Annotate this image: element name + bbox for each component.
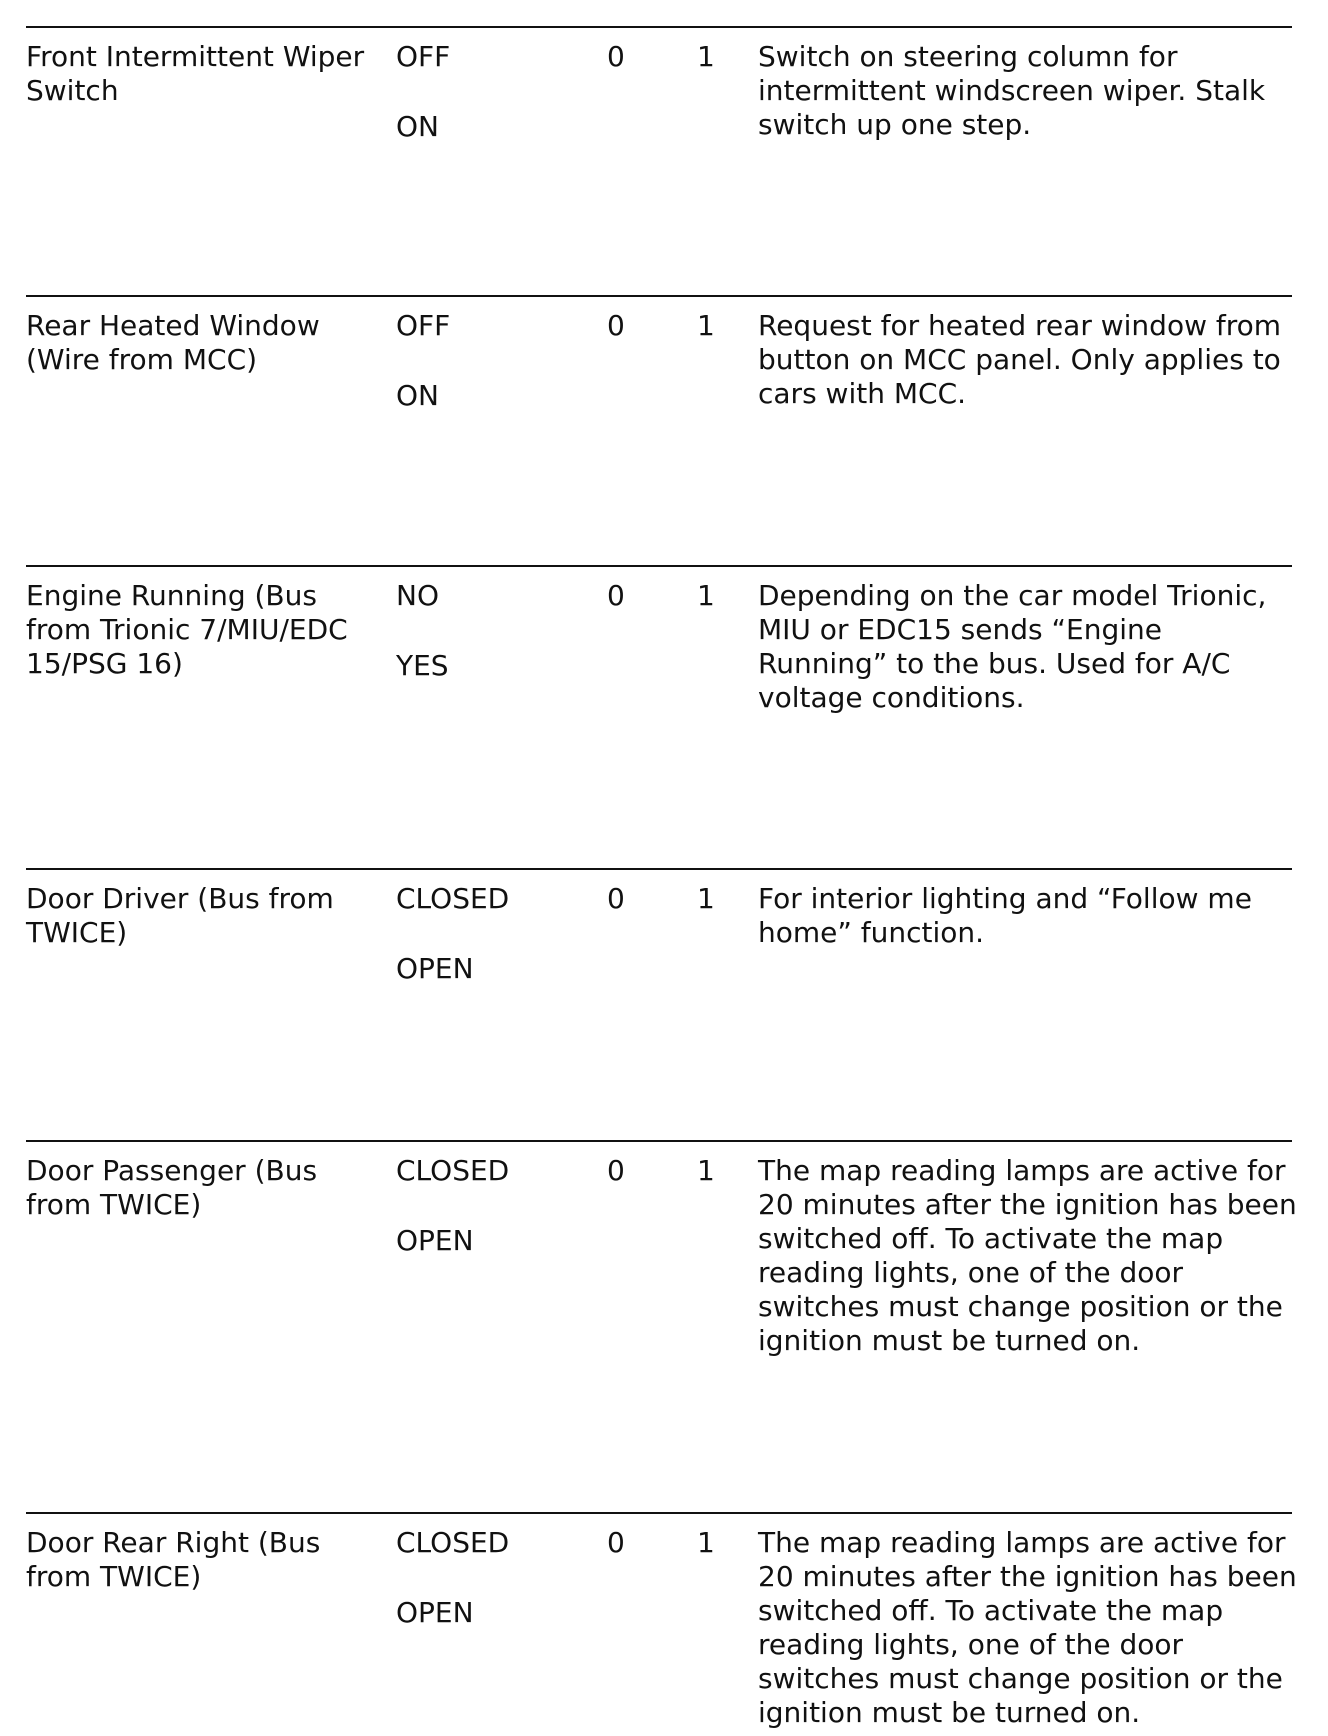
value-0: 0 (607, 1526, 625, 1559)
signal-states (396, 579, 546, 683)
state-label: CLOSED (396, 882, 510, 915)
value-1: 1 (697, 1526, 715, 1559)
value-0: 0 (607, 40, 625, 73)
signal-description: Switch on steering column for intermittent windscreen wiper. Stalk switch up one step. (758, 40, 1266, 141)
value-0: 0 (607, 579, 625, 612)
signal-description: The map reading lamps are active for 20 minutes after the ignition has been switched off. To activate the map reading lights, one of the door switches must change position or the ignition must be turned on. (758, 1154, 1297, 1357)
signal-name: Engine Running (Bus from Trionic 7/MIU/EDC 15/PSG 16) (26, 579, 348, 680)
signal-states (396, 40, 546, 144)
value-0: 0 (607, 882, 625, 915)
value-1: 1 (697, 882, 715, 915)
table-row (26, 868, 1292, 985)
table-row (26, 26, 1292, 143)
signal-description: The map reading lamps are active for 20 minutes after the ignition has been switched off. To activate the map reading lights, one of the door switches must change position or the ignition must be turned on. (758, 1526, 1297, 1729)
value-1: 1 (697, 40, 715, 73)
signal-name: Door Passenger (Bus from TWICE) (26, 1154, 318, 1221)
value-1: 1 (697, 309, 715, 342)
signal-description: For interior lighting and “Follow me home” function. (758, 882, 1252, 949)
signal-states (396, 1154, 546, 1258)
value-0: 0 (607, 1154, 625, 1187)
signal-name: Rear Heated Window (Wire from MCC) (26, 309, 320, 376)
signal-description: Depending on the car model Trionic, MIU or EDC15 sends “Engine Running” to the bus. Used for A/C voltage conditions. (758, 579, 1267, 714)
state-label: OPEN (396, 1224, 474, 1257)
state-label: YES (396, 649, 449, 682)
state-label: NO (396, 579, 439, 612)
value-1: 1 (697, 1154, 715, 1187)
signal-name: Door Driver (Bus from TWICE) (26, 882, 334, 949)
signal-states (396, 1526, 546, 1630)
state-label: ON (396, 379, 439, 412)
table-row (26, 1512, 1297, 1729)
signal-description: Request for heated rear window from button on MCC panel. Only applies to cars with MCC. (758, 309, 1282, 410)
signal-states (396, 882, 546, 986)
signal-name: Front Intermittent Wiper Switch (26, 40, 365, 107)
state-label: CLOSED (396, 1526, 510, 1559)
state-label: OPEN (396, 952, 474, 985)
value-0: 0 (607, 309, 625, 342)
state-label: ON (396, 110, 439, 143)
signal-states (396, 309, 546, 413)
state-label: CLOSED (396, 1154, 510, 1187)
state-label: OFF (396, 40, 451, 73)
table-row (26, 565, 1292, 714)
value-1: 1 (697, 579, 715, 612)
state-label: OFF (396, 309, 451, 342)
state-label: OPEN (396, 1596, 474, 1629)
table-row (26, 1140, 1297, 1357)
table-row (26, 295, 1292, 412)
signal-name: Door Rear Right (Bus from TWICE) (26, 1526, 321, 1593)
